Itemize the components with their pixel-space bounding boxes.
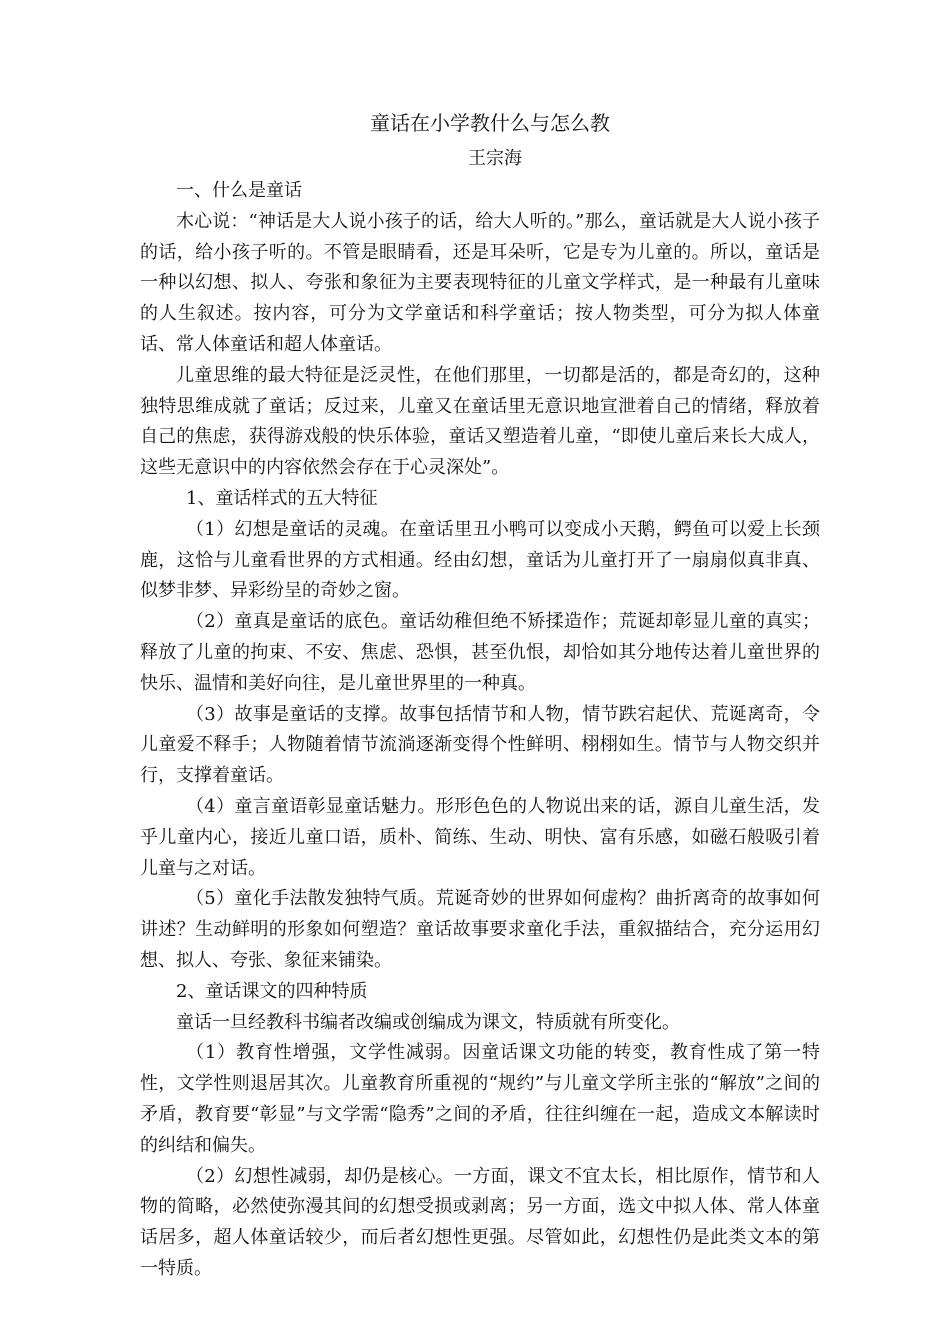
subsection-heading-four-traits: 2、童话课文的四种特质 xyxy=(176,980,368,1002)
list-item: （2）童真是童话的底色。童话幼稚但绝不矫揉造作；荒诞却彰显儿童的真实；释放了儿童的拘束、不安、焦虑、恐惧，甚至仇恨，却恰如其分地传达着儿童世界的快乐、温情和美好向往，是儿童世界里的一种真。 xyxy=(140,611,820,694)
paragraph: 童话一旦经教科书编者改编或创编成为课文，特质就有所变化。 xyxy=(176,1011,680,1033)
paragraph: 木心说：“神话是大人说小孩子的话，给大人听的。”那么，童话就是大人说小孩子的话，给小孩子听的。不管是眼睛看，还是耳朵听，它是专为儿童的。所以，童话是一种以幻想、拟人、夸张和象征为主要表现特征的儿童文学样式，是一种最有儿童味的人生叙述。按内容，可分为文学童话和科学童话；按人物类型，可分为拟人体童话、常人体童话和超人体童话。 xyxy=(140,210,820,355)
list-item: （5）童化手法散发独特气质。荒诞奇妙的世界如何虚构？曲折离奇的故事如何讲述？生动鲜明的形象如何塑造？童话故事要求童化手法，重叙描结合，充分运用幻想、拟人、夸张、象征来铺染。 xyxy=(140,888,820,971)
section-heading-what-is-fairy-tale: 一、什么是童话 xyxy=(176,180,302,201)
document-body xyxy=(140,108,820,1285)
list-item: （2）幻想性减弱，却仍是核心。一方面，课文不宜太长，相比原作，情节和人物的简略，必然使弥漫其间的幻想受损或剥离；另一方面，选文中拟人体、常人体童话居多，超人体童话较少，而后者幻想性更强。尽管如此，幻想性仍是此类文本的第一特质。 xyxy=(140,1165,820,1279)
list-item: （3）故事是童话的支撑。故事包括情节和人物，情节跌宕起伏、荒诞离奇，令儿童爱不释手；人物随着情节流淌逐渐变得个性鲜明、栩栩如生。情节与人物交织并行，支撑着童话。 xyxy=(140,703,820,787)
paragraph: 儿童思维的最大特征是泛灵性，在他们那里，一切都是活的，都是奇幻的，这种独特思维成就了童话；反过来，儿童又在童话里无意识地宣泄着自己的情绪，释放着自己的焦虑，获得游戏般的快乐体验，童话又塑造着儿童，“即使儿童后来长大成人，这些无意识中的内容依然会存在于心灵深处”。 xyxy=(140,364,820,479)
list-item: （4）童言童语彰显童话魅力。形形色色的人物说出来的话，源自儿童生活，发乎儿童内心，接近儿童口语，质朴、简练、生动、明快、富有乐感，如磁石般吸引着儿童与之对话。 xyxy=(140,795,820,879)
list-item: （1）幻想是童话的灵魂。在童话里丑小鸭可以变成小天鹅，鳄鱼可以爱上长颈鹿，这恰与儿童看世界的方式相通。经由幻想，童话为儿童打开了一扇扇似真非真、似梦非梦、异彩纷呈的奇妙之窗。 xyxy=(140,518,820,602)
list-item: （1）教育性增强，文学性减弱。因童话课文功能的转变，教育性成了第一特性，文学性则退居其次。儿童教育所重视的“规约”与儿童文学所主张的“解放”之间的矛盾，教育要“彰显”与文学需“隐秀”之间的矛盾，往往纠缠在一起，造成文本解读时的纠结和偏失。 xyxy=(140,1042,820,1156)
subsection-heading-five-features: 1、童话样式的五大特征 xyxy=(186,487,378,509)
document-title: 童话在小学教什么与怎么教 xyxy=(370,111,610,135)
document-author: 王宗海 xyxy=(468,148,522,169)
